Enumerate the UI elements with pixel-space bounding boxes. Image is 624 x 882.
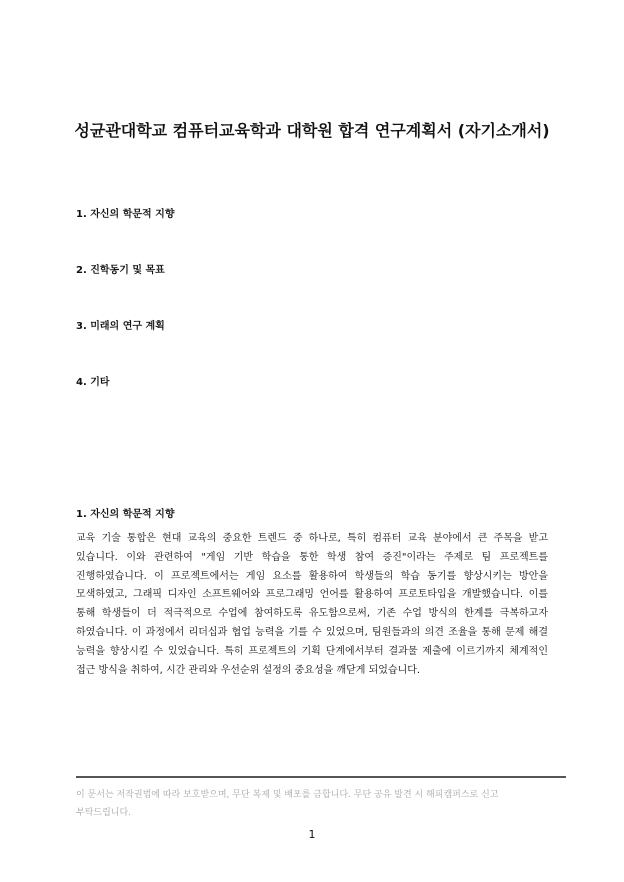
toc-item-1: 1. 자신의 학문적 지향 <box>76 209 175 220</box>
toc-item-2: 2. 진학동기 및 목표 <box>76 265 165 276</box>
toc-item-3: 3. 미래의 연구 계획 <box>76 321 165 332</box>
document-title: 성균관대학교 컴퓨터교육학과 대학원 합격 연구계획서 (자기소개서) <box>74 121 550 140</box>
section-heading: 1. 자신의 학문적 지향 <box>76 509 175 520</box>
section-body: 교육 기술 통합은 현대 교육의 중요한 트렌드 중 하나로, 특히 컴퓨터 교육 분야에서 큰 주목을 받고 있습니다. 이와 관련하여 "게임 기반 학습을 통한 학생 참여 증진"이라는 주제로 팀 프로젝트를 진행하였습니다. 이 프로젝트에서는 게임 요소를 활용하여 학생들의 학습 동기를 향상시키는 방안을 모색하였고, 그래픽 디자인 소프트웨어와 프로그래밍 언어를 활용하여 프로토타입을 개발했습니다. 이를 통해 학생들이 더 적극적으로 수업에 참여하도록 유도함으로써, 기존 수업 방식의 한계를 극복하고자 하였습니다. 이 과정에서 리더십과 협업 능력을 기를 수 있었으며, 팀원들과의 의견 조율을 통해 문제 해결 능력을 향상시킬 수 있었습니다. 특히 프로젝트의 기획 단계에서부터 결과물 제출에 이르기까지 체계적인 접근 방식을 취하여, 시간 관리와 우선순위 설정의 중요성을 깨닫게 되었습니다. <box>76 533 548 676</box>
copyright-notice: 이 문서는 저작권법에 따라 보호받으며, 무단 복제 및 배포를 금합니다. 무단 공유 발견 시 해피캠퍼스로 신고 부탁드립니다. <box>76 790 499 818</box>
page-number: 1 <box>308 828 316 841</box>
footer-divider <box>76 776 566 778</box>
toc-item-4: 4. 기타 <box>76 377 110 388</box>
